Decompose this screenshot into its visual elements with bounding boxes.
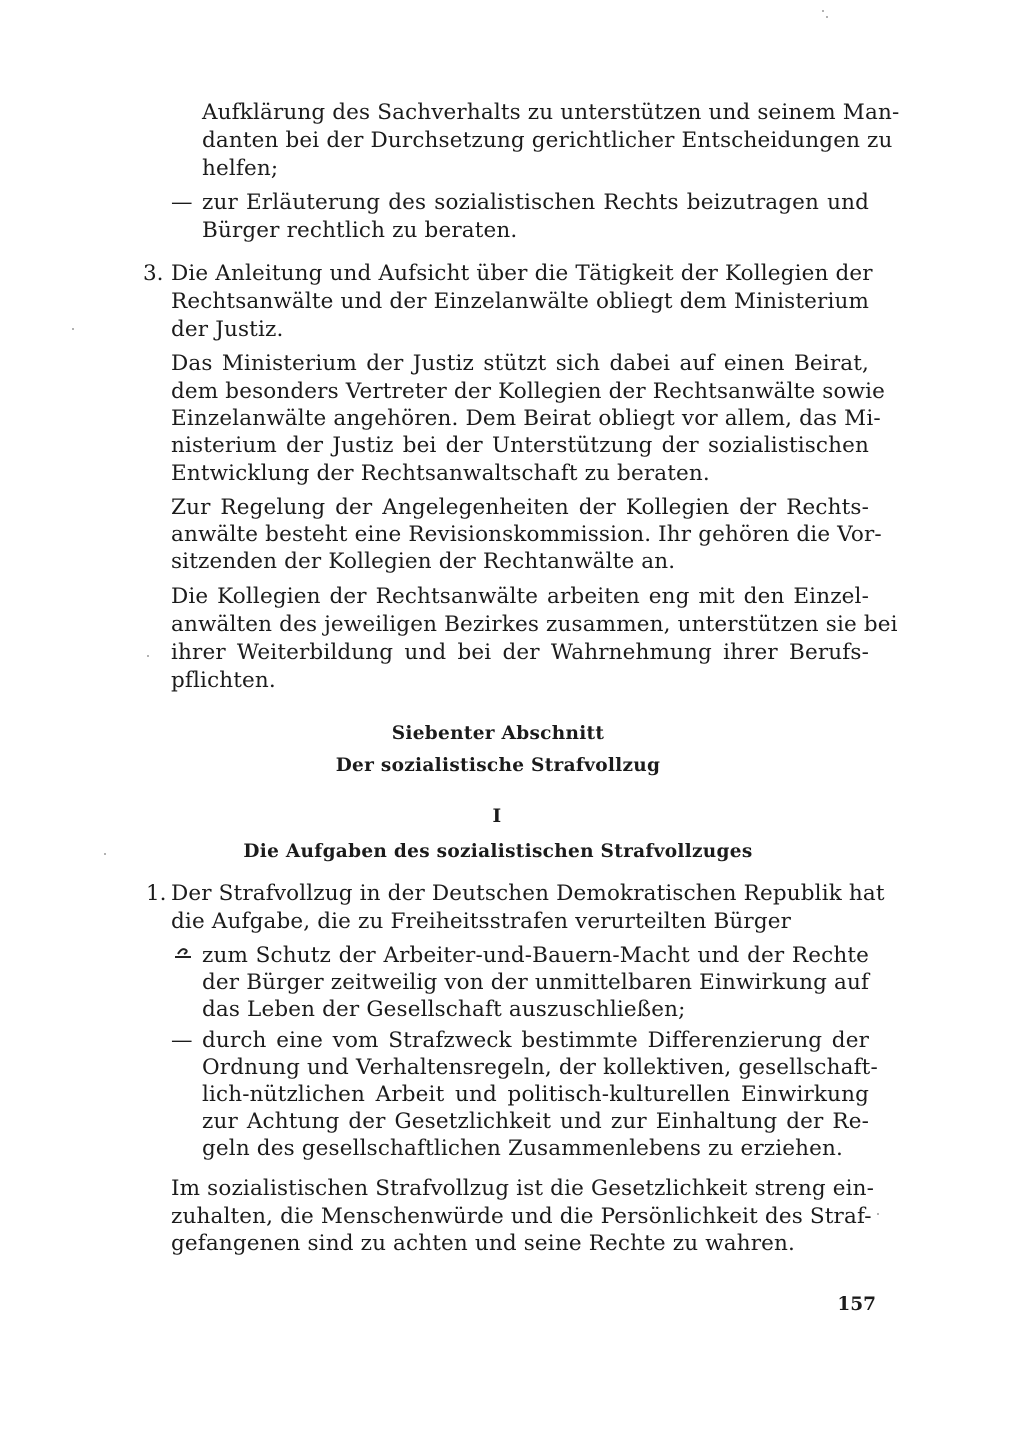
section-subtitle: Der sozialistische Strafvollzug <box>335 755 661 776</box>
text-line: ihrer Weiterbildung und bei der Wahrnehmung ihrer Berufs- <box>171 640 869 665</box>
text-line: zur Erläuterung des sozialistischen Rechts beizutragen und <box>202 190 869 215</box>
text-line: Rechtsanwälte und der Einzelanwälte obliegt dem Ministerium <box>171 289 870 314</box>
scan-speck <box>104 853 106 855</box>
text-line: anwälten des jeweiligen Bezirkes zusammen, unterstützen sie bei <box>171 612 898 637</box>
dash-bullet: — <box>171 1028 193 1053</box>
text-line: geln des gesellschaftlichen Zusammenlebens zu erziehen. <box>202 1136 843 1161</box>
text-line: pflichten. <box>171 668 276 693</box>
text-line: zuhalten, die Menschenwürde und die Persönlichkeit des Straf- <box>171 1204 872 1229</box>
text-line: der Justiz. <box>171 317 284 342</box>
text-line: Im sozialistischen Strafvollzug ist die Gesetzlichkeit streng ein- <box>171 1176 875 1201</box>
text-line: dem besonders Vertreter der Kollegien der Rechtsanwälte sowie <box>171 379 886 404</box>
part-numeral: I <box>492 806 502 827</box>
text-line: der Bürger zeitweilig von der unmittelbaren Einwirkung auf <box>202 970 870 995</box>
text-line: helfen; <box>202 156 279 181</box>
text-line: das Leben der Gesellschaft auszuschließen; <box>202 997 686 1022</box>
text-line: zum Schutz der Arbeiter-und-Bauern-Macht und der Rechte <box>202 943 869 968</box>
text-line: zur Achtung der Gesetzlichkeit und zur Einhaltung der Re- <box>202 1109 869 1134</box>
item-number: 1. <box>146 881 167 906</box>
scan-speck <box>822 10 824 12</box>
text-line: Der Strafvollzug in der Deutschen Demokratischen Republik hat <box>171 881 885 906</box>
text-line: sitzenden der Kollegien der Rechtanwälte an. <box>171 549 676 574</box>
scan-speck <box>72 328 74 330</box>
text-line: Aufklärung des Sachverhalts zu unterstützen und seinem Man- <box>202 100 900 125</box>
item-number: 3. <box>143 261 164 286</box>
scan-speck <box>147 655 149 657</box>
scan-speck <box>877 1213 879 1215</box>
text-line: Entwicklung der Rechtsanwaltschaft zu beraten. <box>171 461 710 486</box>
scan-speck <box>826 16 828 18</box>
bullet-mark-icon <box>173 945 193 959</box>
text-line: Die Kollegien der Rechtsanwälte arbeiten eng mit den Einzel- <box>171 584 869 609</box>
text-line: anwälte besteht eine Revisionskommission. Ihr gehören die Vor- <box>171 522 882 547</box>
text-line: Einzelanwälte angehören. Dem Beirat obliegt vor allem, das Mi- <box>171 406 881 431</box>
text-line: Zur Regelung der Angelegenheiten der Kollegien der Rechts- <box>171 495 869 520</box>
text-line: lich-nützlichen Arbeit und politisch-kulturellen Einwirkung <box>202 1082 869 1107</box>
section-title: Siebenter Abschnitt <box>391 723 605 744</box>
text-line: gefangenen sind zu achten und seine Rechte zu wahren. <box>171 1231 795 1256</box>
text-line: durch eine vom Strafzweck bestimmte Differenzierung der <box>202 1028 869 1053</box>
dash-bullet: — <box>171 190 193 215</box>
text-line: Das Ministerium der Justiz stützt sich dabei auf einen Beirat, <box>171 351 869 376</box>
text-line: die Aufgabe, die zu Freiheitsstrafen verurteilten Bürger <box>171 909 792 934</box>
text-line: Ordnung und Verhaltensregeln, der kollektiven, gesellschaft- <box>202 1055 878 1080</box>
text-line: Die Anleitung und Aufsicht über die Tätigkeit der Kollegien der <box>171 261 873 286</box>
text-line: nisterium der Justiz bei der Unterstützung der sozialistischen <box>171 433 869 458</box>
page-number: 157 <box>837 1294 876 1315</box>
part-heading: Die Aufgaben des sozialistischen Strafvollzuges <box>243 841 753 862</box>
text-line: danten bei der Durchsetzung gerichtlicher Entscheidungen zu <box>202 128 893 153</box>
text-line: Bürger rechtlich zu beraten. <box>202 218 518 243</box>
